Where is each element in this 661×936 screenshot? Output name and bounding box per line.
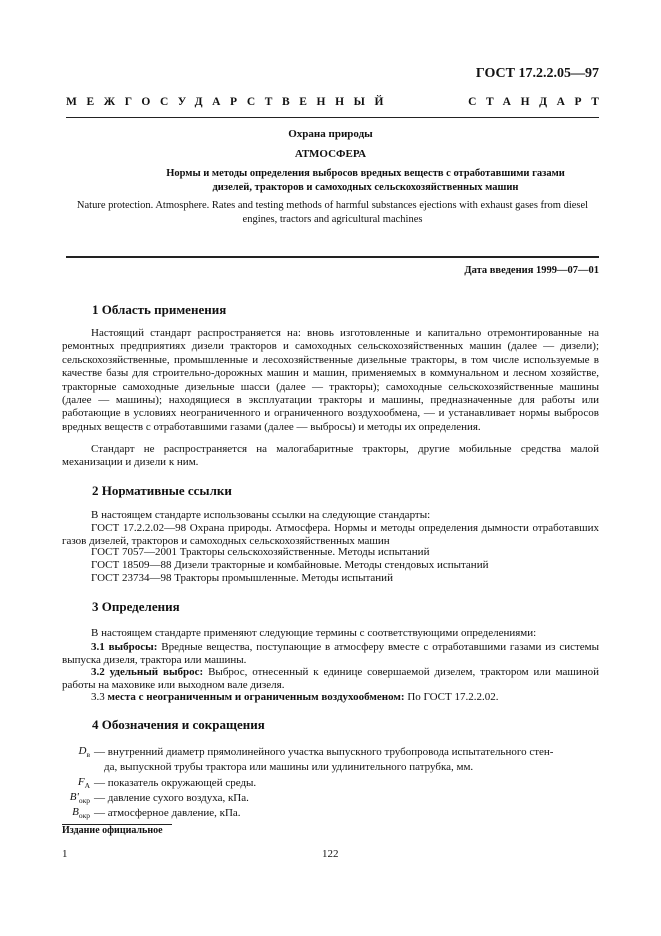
definition-3-3 (91, 691, 599, 704)
definition-3-1-term: 3.1 выбросы: (91, 641, 158, 653)
page-number-left: 1 (62, 848, 68, 860)
title-english: Nature protection. Atmosphere. Rates and testing methods of harmful substances ejections with exhaust gases from diesel engines, tractors and agricultural machines (76, 200, 589, 225)
symbol-d-in (62, 745, 90, 759)
section-4-heading: 4 Обозначения и сокращения (92, 717, 265, 732)
section-2-intro: В настоящем стандарте использованы ссылки на следующие стандарты: (91, 509, 431, 521)
section-3-heading: 3 Определения (92, 599, 180, 614)
section-1-heading: 1 Область применения (92, 302, 227, 317)
standard-banner (66, 96, 609, 112)
header-rule (66, 117, 599, 118)
section-3-intro: В настоящем стандарте применяют следующие термины с соответствующими определениями: (91, 627, 537, 639)
title-line-2: АТМОСФЕРА (294, 148, 367, 160)
section-2-ref-3: ГОСТ 18509—88 Дизели тракторные и комбайновые. Методы стендовых испытаний (91, 559, 489, 571)
official-edition: Издание официальное (62, 825, 163, 836)
definition-3-1-text: Вредные вещества, поступающие в атмосферу вместе с отработавшими газами из системы выпуска дизеля, трактора или машины. (62, 641, 600, 667)
banner-word-standard: СТАНДАРТ (468, 96, 609, 108)
section-2-ref-4: ГОСТ 23734—98 Тракторы промышленные. Методы испытаний (91, 572, 393, 584)
definition-3-2-text: Выброс, отнесенный к единице совершаемой дизелем, трактором или машиной работы на маховике или выходном валe дизеля. (62, 666, 599, 692)
symbol-d-in-text-line-1: — внутренний диаметр прямолинейного участка выпускного трубопровода испытательного стен- (94, 746, 554, 758)
definition-3-2-term: 3.2 удельный выброс: (91, 666, 204, 678)
symbol-b-dry-sub: окр (78, 796, 90, 806)
page-number-center: 122 (322, 848, 339, 860)
symbol-d-in-sub: в (86, 750, 90, 760)
date-intro: Дата введения 1999—07—01 (464, 265, 599, 276)
definition-3-3-number: 3.3 (91, 691, 108, 703)
title-rule (66, 256, 599, 258)
symbol-b-atm (62, 806, 90, 820)
standard-code: ГОСТ 17.2.2.05—97 (475, 66, 599, 81)
symbol-fa-sub: A (84, 781, 90, 791)
symbol-b-atm-letter: B (72, 806, 79, 818)
section-2-heading: 2 Нормативные ссылки (92, 483, 232, 498)
definition-3-3-term: места с неограниченным и ограниченным воздухообменом: (107, 691, 405, 703)
banner-word-interstate: МЕЖГОСУДАРСТВЕННЫЙ (66, 96, 394, 108)
title-line-1: Охрана природы (288, 128, 373, 140)
definition-3-3-text: По ГОСТ 17.2.2.02. (404, 691, 499, 703)
definition-3-1 (62, 641, 599, 668)
section-1-paragraph-2: Стандарт не распространяется на малогабаритные тракторы, другие мобильные средства малой механизации и дизели к ним. (62, 443, 599, 469)
symbol-d-in-text-line-2: да, выпускной трубы трактора или машины или удлинительного патрубка, мм. (104, 761, 474, 773)
symbol-b-dry-text: — давление сухого воздуха, кПа. (94, 792, 249, 804)
section-2-ref-1: ГОСТ 17.2.2.02—98 Охрана природы. Атмосфера. Нормы и методы определения дымности отработавших газов дизелей, тракторов и самоходных сельскохозяйственных машин (62, 522, 599, 548)
symbol-fa (62, 776, 90, 790)
symbol-fa-text: — показатель окружающей среды. (94, 777, 257, 789)
symbol-b-atm-text: — атмосферное давление, кПа. (94, 807, 241, 819)
symbol-b-dry (62, 791, 90, 805)
symbol-fa-letter: F (77, 776, 85, 788)
section-1-paragraph-1: Настоящий стандарт распространяется на: вновь изготовленные и капитально отремонтированные на ремонтных предприятиях дизели тракторов и самоходных сельскохозяйственных машин (далее — дизели); сельскохозяйственные, промышленные и лесохозяйственные дизельные тракторы, в том числе используемые в качестве базы для строительно-дорожных машин и машин, применяемых в коммунальном и лесном хозяйстве, тракторные самоходные дизельные шасси (далее — тракторы); самоходные сельскохозяйственные машины (далее — машины); находящиеся в эксплуатации тракторы и машины, предназначенные для работы или работающие в условиях неограниченного и ограниченного воздухообмена, — и устанавливает нормы выбросов вредных веществ с отработавшими газами (далее — выбросы) и методы их определения. (62, 327, 599, 433)
title-line-3: Нормы и методы определения выбросов вредных веществ с отработавшими газами дизелей, тракторов и самоходных сельскохозяйственных машин (166, 168, 565, 193)
symbol-b-dry-letter: B' (69, 791, 79, 803)
symbol-d-in-letter: D (78, 745, 87, 757)
definition-3-2 (62, 666, 599, 693)
section-2-ref-2: ГОСТ 7057—2001 Тракторы сельскохозяйственные. Методы испытаний (91, 546, 430, 558)
symbol-b-atm-sub: окр (78, 811, 90, 821)
